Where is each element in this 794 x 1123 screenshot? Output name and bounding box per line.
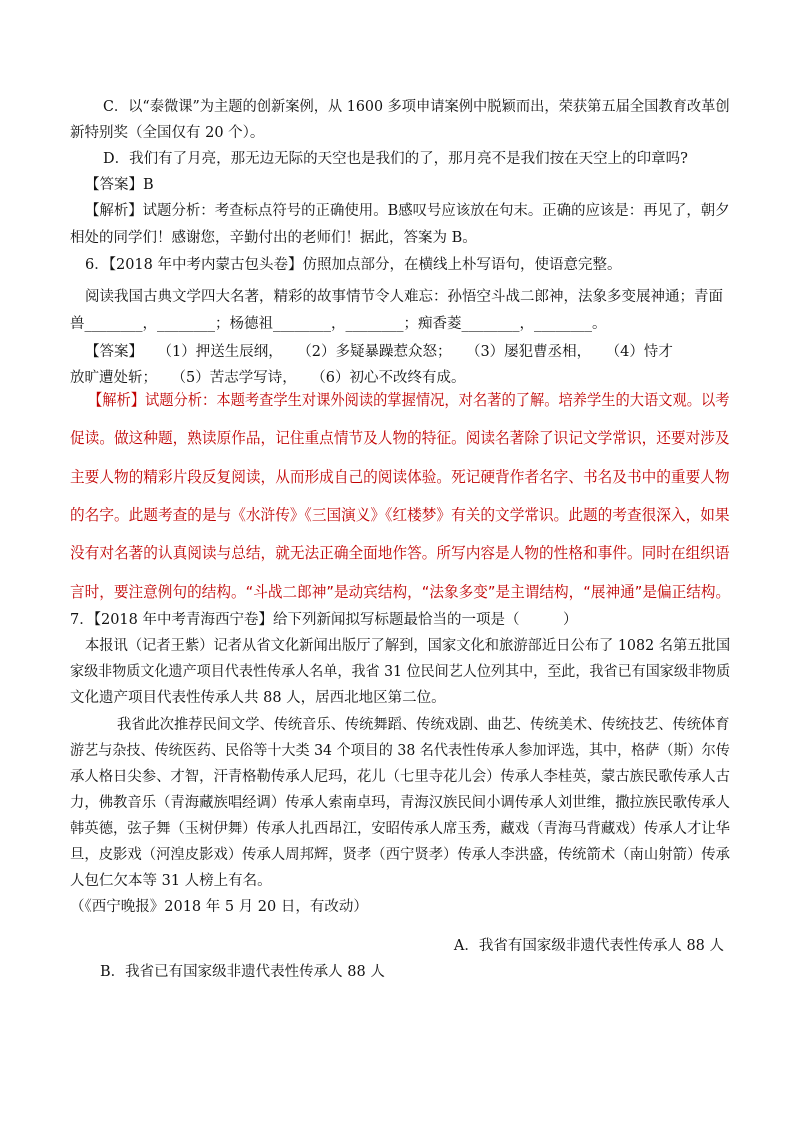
news-para-1-line-1: 本报讯（记者王紫）记者从省文化新闻出版厅了解到，国家文化和旅游部近日公布了 1082 名第五批国 <box>85 638 731 654</box>
answer-q6-line-2: 放旷遭处斩； （5）苦志学写诗， （6）初心不改终有成。 <box>70 370 466 386</box>
news-para-2-line-7: 人包仁欠本等 31 人榜上有名。 <box>70 873 272 889</box>
news-para-2-line-6: 旦，皮影戏（河湟皮影戏）传承人周邦辉，贤孝（西宁贤孝）传承人李洪盛，传统箭术（南山射箭）传承 <box>70 847 730 863</box>
question-7-heading: 7．【2018 年中考青海西宁卷】给下列新闻拟写标题最恰当的一项是（ ） <box>70 612 578 628</box>
news-para-2-line-5: 韩英德，弦子舞（玉树伊舞）传承人扎西昂江，安昭传承人席玉秀，藏戏（青海马背藏戏）传承人才让华 <box>70 821 730 837</box>
answer-q6-line-1: 【答案】 （1）押送生辰纲， （2）多疑暴躁惹众怒； （3）屡犯曹丞相， （4）恃才 <box>85 344 673 360</box>
analysis-q6-line-3: 主要人物的精彩片段反复阅读，从而形成自己的阅读体验。死记硬背作者名字、书名及书中的重要人物 <box>70 468 730 486</box>
option-c-line-2: 新特别奖（全国仅有 20 个）。 <box>70 125 265 141</box>
news-para-2-line-1: 我省此次推荐民间文学、传统音乐、传统舞蹈、传统戏剧、曲艺、传统美术、传统技艺、传统体育 <box>117 717 730 733</box>
analysis-q6-line-1: 【解析】试题分析：本题考查学生对课外阅读的掌握情况，对名著的了解。培养学生的大语文观。以考 <box>88 391 730 409</box>
analysis-q6-line-2: 促读。做这种题，熟读原作品，记住重点情节及人物的特征。阅读名著除了识记文学常识，还要对涉及 <box>70 429 730 447</box>
analysis-q5-line-1: 【解析】试题分析：考查标点符号的正确使用。B感叹号应该放在句末。正确的应该是：再见了，朝夕 <box>85 203 730 219</box>
news-source: A．我省有国家级非遗代表性传承人 88 人 <box>453 938 724 954</box>
news-para-1-line-2: 家级非物质文化遗产项目代表性传承人名单，我省 31 位民间艺人位列其中，至此，我省已有国家级非物质 <box>70 664 731 680</box>
news-para-2-line-2: 游艺与杂技、传统医药、民俗等十大类 34 个项目的 38 名代表性传承人参加评选，其中，格萨（斯）尔传 <box>70 743 730 759</box>
analysis-q6-line-5: 没有对名著的认真阅读与总结，就无法正确全面地作答。所写内容是人物的性格和事件。同时在组织语 <box>70 544 730 562</box>
news-para-2-line-8: （《西宁晚报》2018 年 5 月 20 日，有改动） <box>70 899 368 915</box>
question-6-heading: 6．【2018 年中考内蒙古包头卷】仿照加点部分，在横线上朴写语句，使语意完整。 <box>85 257 622 273</box>
question-6-prompt-line-1: 阅读我国古典文学四大名著，精彩的故事情节令人难忘：孙悟空斗战二郎神，法象多变展神通；青面 <box>85 289 723 305</box>
question-6-prompt-line-2: 兽________，________；杨德祖________，________；痴香菱________，________。 <box>70 316 607 332</box>
news-para-2-line-3: 承人格日尖参、才智，汗青格勒传承人尼玛，花儿（七里寺花儿会）传承人李桂英，蒙古族民歌传承人古 <box>70 769 730 785</box>
answer-q5: 【答案】B <box>85 177 154 193</box>
news-para-1-line-3: 文化遗产项目代表性传承人共 88 人，居西北地区第二位。 <box>70 690 446 706</box>
option-c-line-1: C．以“泰微课”为主题的创新案例，从 1600 多项申请案例中脱颖而出，荣获第五届全国教育改革创 <box>103 99 730 115</box>
analysis-q6-line-4: 的名字。此题考查的是与《水浒传》《三国演义》《红楼梦》有关的文学常识。此题的考查很深入，如果 <box>70 506 730 524</box>
analysis-q5-line-2: 相处的同学们！感谢您，辛勤付出的老师们！据此，答案为 B。 <box>70 230 477 246</box>
news-para-2-line-4: 力，佛教音乐（青海藏族唱经调）传承人索南卓玛，青海汉族民间小调传承人刘世维，撒拉族民歌传承人 <box>70 795 730 811</box>
option-a: B．我省已有国家级非遗代表性传承人 88 人 <box>100 964 385 980</box>
analysis-q6-line-6: 言时，要注意例句的结构。“斗战二郎神”是动宾结构，“法象多变”是主谓结构，“展神通”是偏正结构。 <box>70 583 731 601</box>
option-d-line: D．我们有了月亮，那无边无际的天空也是我们的了，那月亮不是我们按在天空上的印章吗? <box>103 151 688 167</box>
